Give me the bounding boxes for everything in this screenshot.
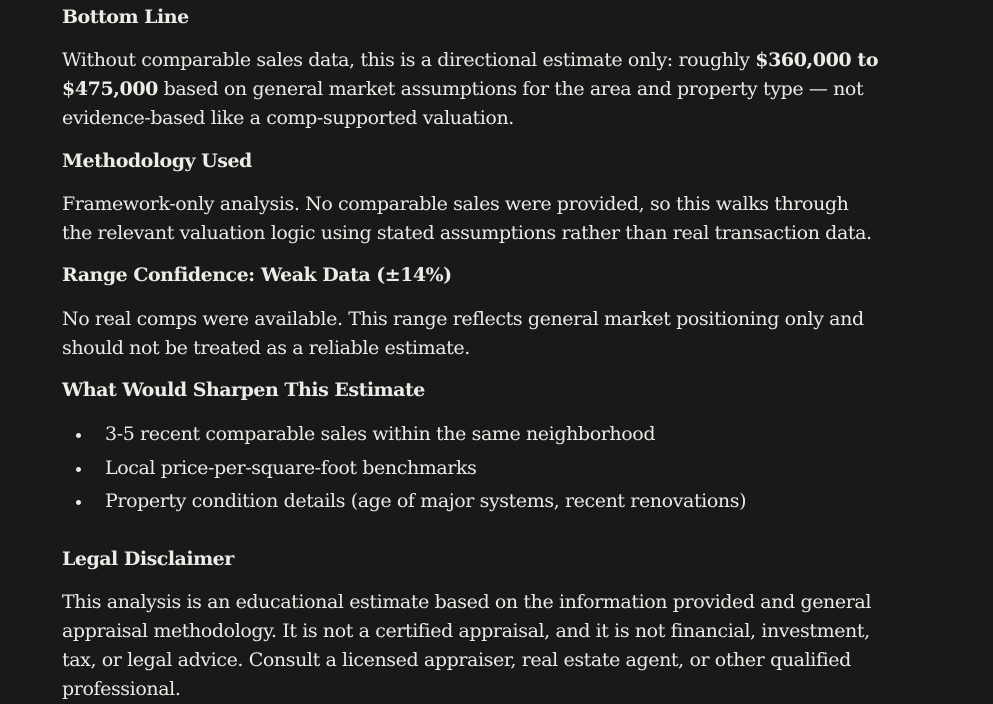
bottom-line-heading: Bottom Line [62,6,189,28]
methodology-heading: Methodology Used [62,150,252,172]
list-item-text: Local price-per-square-foot benchmarks [105,456,477,479]
bullet-icon [76,467,81,472]
range-confidence-heading: Range Confidence: Weak Data (±14%) [62,264,452,286]
list-item [62,420,746,454]
list-item [62,454,746,488]
bullet-icon [76,500,81,505]
legal-disclaimer-paragraph: This analysis is an educational estimate based on the information provided and general appraisal methodology. It is not a certified appraisal, and it is not financial, investment, tax, or legal advice. Consult a licensed appraiser, real estate agent, or other qualified professional. [62,591,872,700]
methodology-paragraph: Framework-only analysis. No comparable sales were provided, so this walks through the relevant valuation logic using stated assumptions rather than real transaction data. [62,193,872,244]
bottom-line-paragraph [62,46,882,133]
sharpen-estimate-list [62,420,746,521]
list-item-text: 3-5 recent comparable sales within the same neighborhood [105,423,656,445]
bullet-icon [76,433,81,438]
list-item-text: Property condition details (age of major systems, recent renovations) [105,490,747,512]
range-confidence-paragraph: No real comps were available. This range reflects general market positioning only and should not be treated as a reliable estimate. [62,308,864,359]
legal-disclaimer-heading: Legal Disclaimer [62,548,234,570]
list-item [62,487,746,521]
sharpen-estimate-heading: What Would Sharpen This Estimate [62,379,425,401]
bottom-line-text-after: based on general market assumptions for the area and property type — not evidence-based like a comp-supported valuation. [62,78,864,129]
estimated-value-range: $360,000 to $475,000 [62,49,879,100]
bottom-line-text-before: Without comparable sales data, this is a directional estimate only: roughly [62,49,756,71]
